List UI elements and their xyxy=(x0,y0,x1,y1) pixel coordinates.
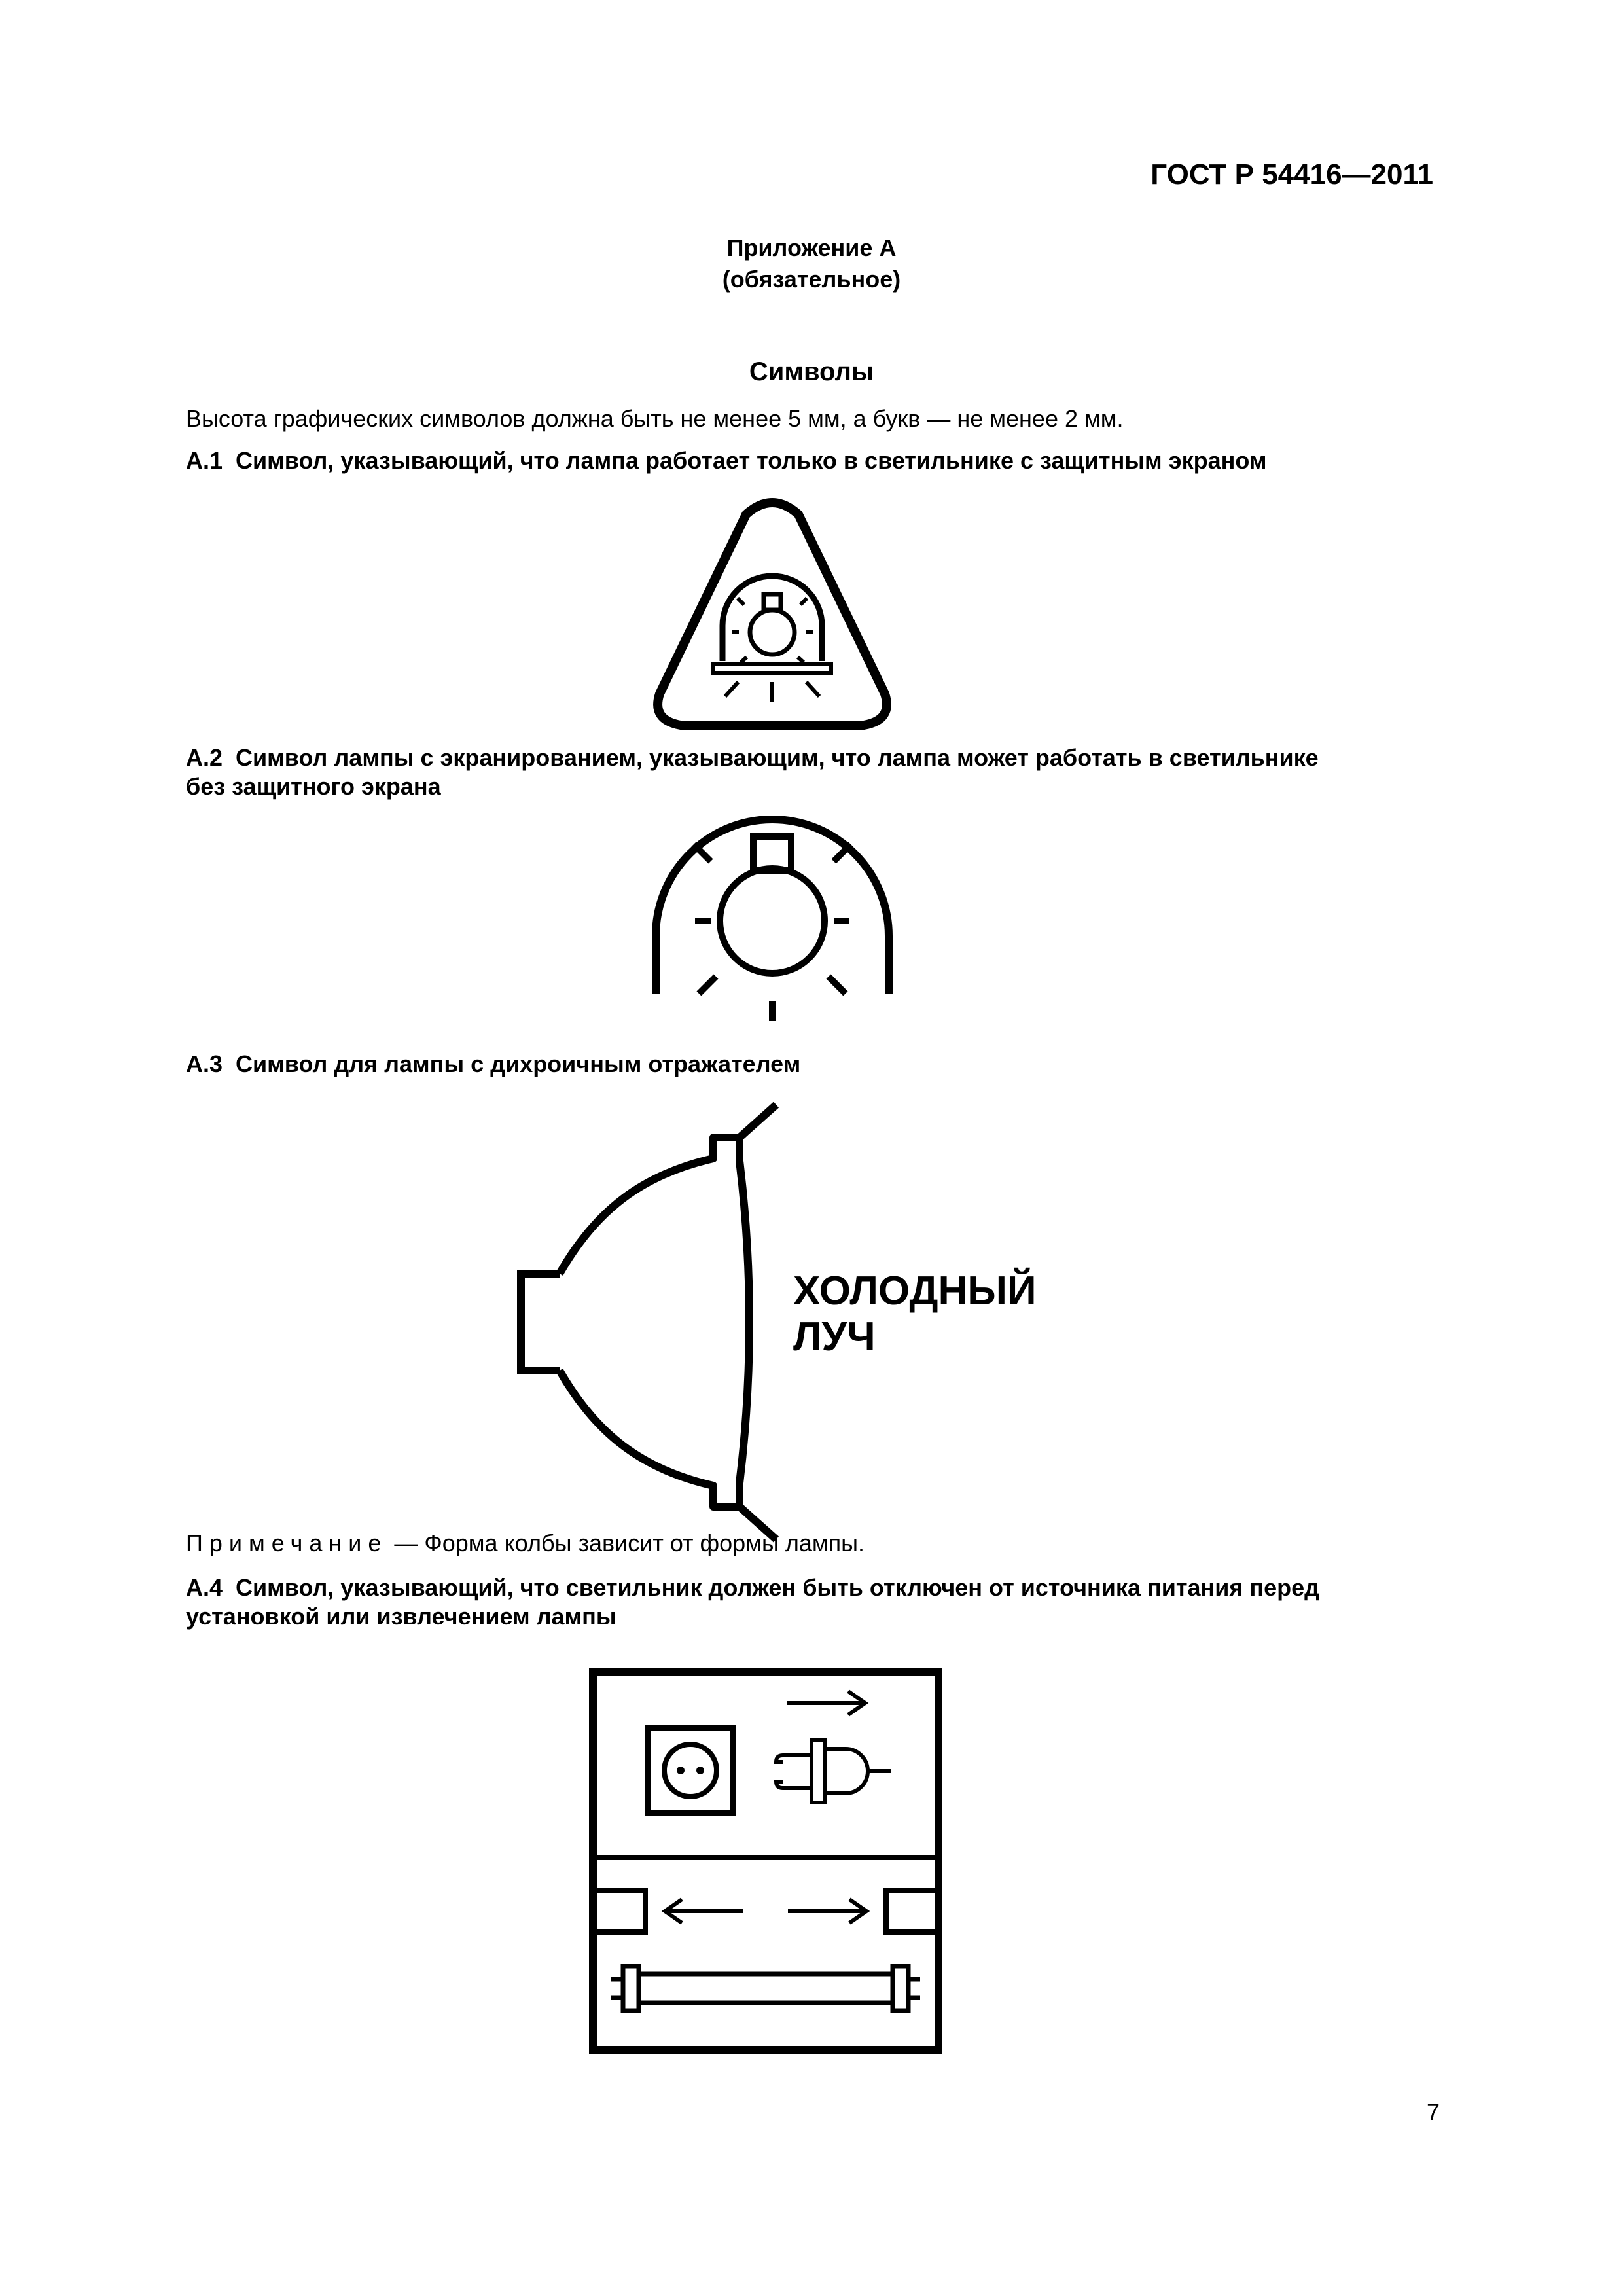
item-a2-text-line1: Символ лампы с экранированием, указывающим, что лампа может работать в светильнике xyxy=(236,744,1319,771)
lamp-self-shielded-icon xyxy=(648,825,897,1034)
page-number: 7 xyxy=(1426,2098,1440,2125)
note xyxy=(186,1529,1442,1558)
item-a3-number: А.3 xyxy=(186,1050,223,1077)
annex-status: (обязательное) xyxy=(722,266,901,293)
note-label: Примечание xyxy=(186,1530,388,1556)
item-a4-heading xyxy=(186,1573,1442,1631)
annex-title: Приложение А xyxy=(726,234,897,261)
item-a3-heading xyxy=(186,1050,1442,1079)
item-a4-text-line2: установкой или извлечением лампы xyxy=(186,1603,616,1630)
item-a2-number: А.2 xyxy=(186,744,223,771)
item-a1-number: А.1 xyxy=(186,447,223,474)
power-socket-icon xyxy=(648,1728,733,1813)
cold-beam-label-line1: ХОЛОДНЫЙ xyxy=(793,1268,1037,1314)
item-a3-text: Символ для лампы с дихроичным отражателем xyxy=(236,1050,801,1077)
cold-beam-label-line2: ЛУЧ xyxy=(793,1314,876,1359)
cold-beam-label xyxy=(793,1268,1037,1360)
dichroic-reflector-icon xyxy=(510,1100,812,1545)
annex-heading xyxy=(0,232,1623,295)
intro-paragraph: Высота графических символов должна быть не менее 5 мм, а букв — не менее 2 мм. xyxy=(186,405,1124,432)
item-a4-number: А.4 xyxy=(186,1574,223,1601)
item-a1-heading xyxy=(186,446,1442,475)
disconnect-before-lamp-change-icon xyxy=(589,1668,942,2054)
lamp-shielded-triangle-icon xyxy=(648,497,897,733)
tube-lamp-icon xyxy=(611,1966,920,2011)
document-number: ГОСТ Р 54416—2011 xyxy=(1150,158,1433,190)
section-title: Символы xyxy=(749,357,874,386)
note-text: Форма колбы зависит от формы лампы. xyxy=(424,1530,865,1556)
item-a4-text-line1: Символ, указывающий, что светильник должен быть отключен от источника питания перед xyxy=(236,1574,1320,1601)
item-a2-text-line2: без защитного экрана xyxy=(186,773,441,800)
plug-icon xyxy=(776,1740,891,1803)
note-dash: — xyxy=(387,1530,425,1556)
item-a2-heading xyxy=(186,744,1442,801)
item-a1-text: Символ, указывающий, что лампа работает только в светильнике с защитным экраном xyxy=(236,447,1267,474)
